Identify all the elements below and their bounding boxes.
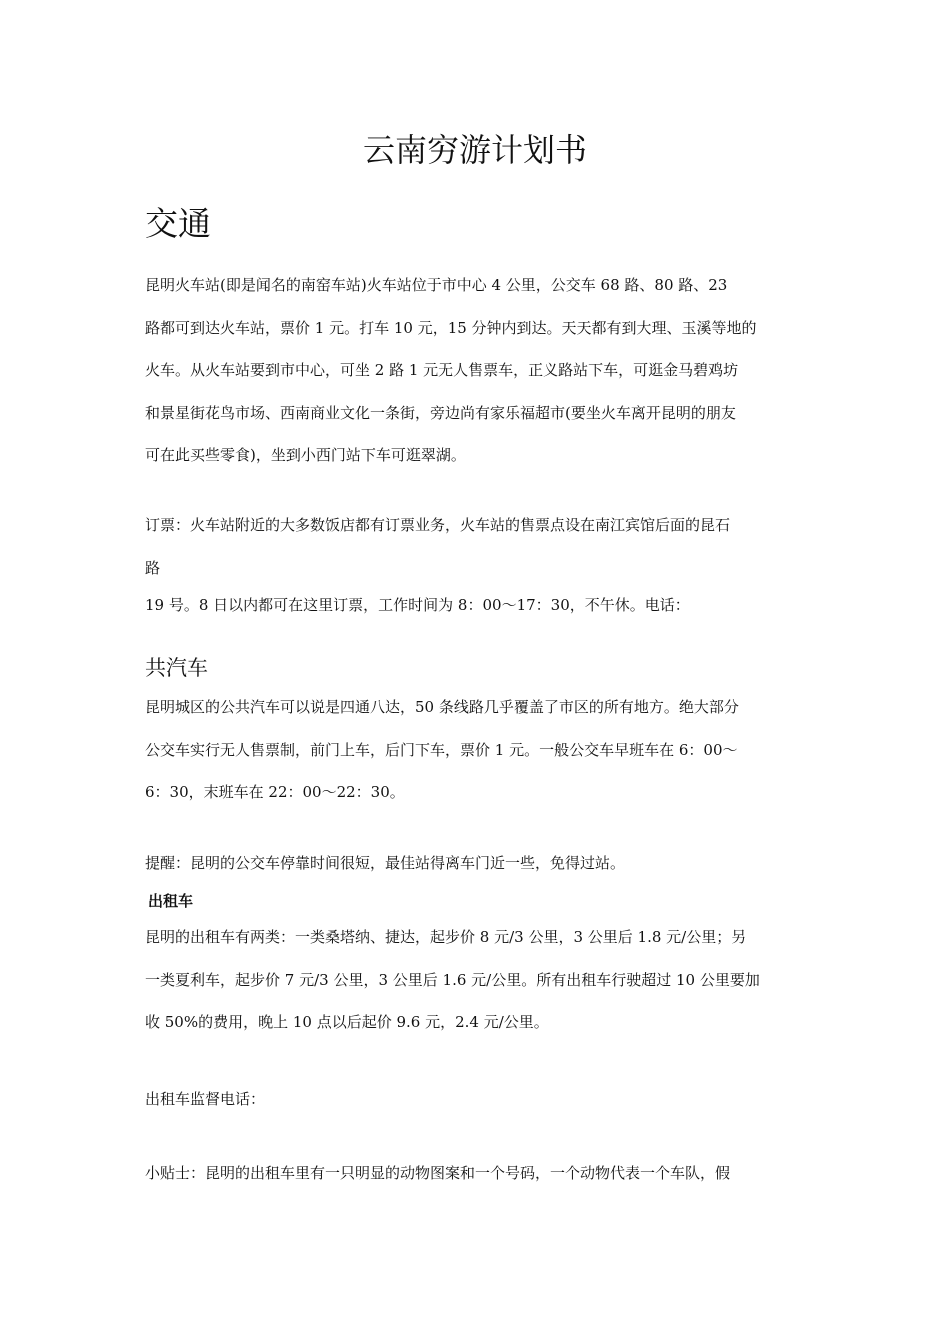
paragraph-line: 小贴士：昆明的出租车里有一只明显的动物图案和一个号码，一个动物代表一个车队，假 xyxy=(145,1164,731,1182)
taxi-tip xyxy=(145,1152,810,1195)
paragraph-line: 出租车监督电话： xyxy=(145,1090,266,1108)
subheading-taxi: 出租车 xyxy=(148,892,194,910)
paragraph-line: 6：30，末班车在 22：00～22：30。 xyxy=(145,783,405,801)
paragraph-line: 提醒：昆明的公交车停靠时间很短，最佳站得离车门近一些，免得过站。 xyxy=(145,854,626,872)
paragraph-line: 公交车实行无人售票制，前门上车，后门下车，票价 1 元。一般公交车早班车在 6：00～ xyxy=(145,740,738,759)
subheading-bus: 共汽车 xyxy=(145,656,208,680)
paragraph-line: 订票：火车站附近的大多数饭店都有订票业务，火车站的售票点设在南江宾馆后面的昆石 xyxy=(145,516,731,534)
ticket-paragraph-cont xyxy=(145,584,810,627)
section-heading-transport: 交通 xyxy=(145,204,211,243)
paragraph-line: 收 50%的费用，晚上 10 点以后起价 9.6 元，2.4 元/公里。 xyxy=(145,1013,549,1031)
paragraph-line: 火车。从火车站要到市中心，可坐 2 路 1 元无人售票车，正义路站下车，可逛金马碧鸡坊 xyxy=(145,361,739,379)
ticket-paragraph xyxy=(145,504,810,589)
paragraph-line: 19 号。8 日以内都可在这里订票，工作时间为 8：00～17：30，不午休。电话： xyxy=(145,596,690,614)
paragraph-line: 路都可到达火车站，票价 1 元。打车 10 元，15 分钟内到达。天天都有到大理、玉溪等地的 xyxy=(145,318,757,337)
paragraph-line: 昆明火车站(即是闻名的南窑车站)火车站位于市中心 4 公里，公交车 68 路、80 路、23 xyxy=(145,276,728,294)
paragraph-line: 可在此买些零食)，坐到小西门站下车可逛翠湖。 xyxy=(145,446,466,464)
train-station-paragraph xyxy=(145,264,810,477)
paragraph-line: 昆明城区的公共汽车可以说是四通八达，50 条线路几乎覆盖了市区的所有地方。绝大部分 xyxy=(145,698,739,716)
paragraph-line: 昆明的出租车有两类：一类桑塔纳、捷达，起步价 8 元/3 公里，3 公里后 1.8 元/公里；另 xyxy=(145,928,747,946)
taxi-paragraph xyxy=(145,916,810,1044)
bus-paragraph xyxy=(145,686,810,814)
paragraph-line: 一类夏利车，起步价 7 元/3 公里，3 公里后 1.6 元/公里。所有出租车行驶超过 10 公里要加 xyxy=(145,970,760,989)
taxi-phone xyxy=(145,1078,810,1121)
document-title: 云南穷游计划书 xyxy=(362,131,587,169)
paragraph-line: 路 xyxy=(145,558,161,577)
bus-tip xyxy=(145,842,810,885)
paragraph-line: 和景星街花鸟市场、西南商业文化一条街，旁边尚有家乐福超市(要坐火车离开昆明的朋友 xyxy=(145,403,736,422)
